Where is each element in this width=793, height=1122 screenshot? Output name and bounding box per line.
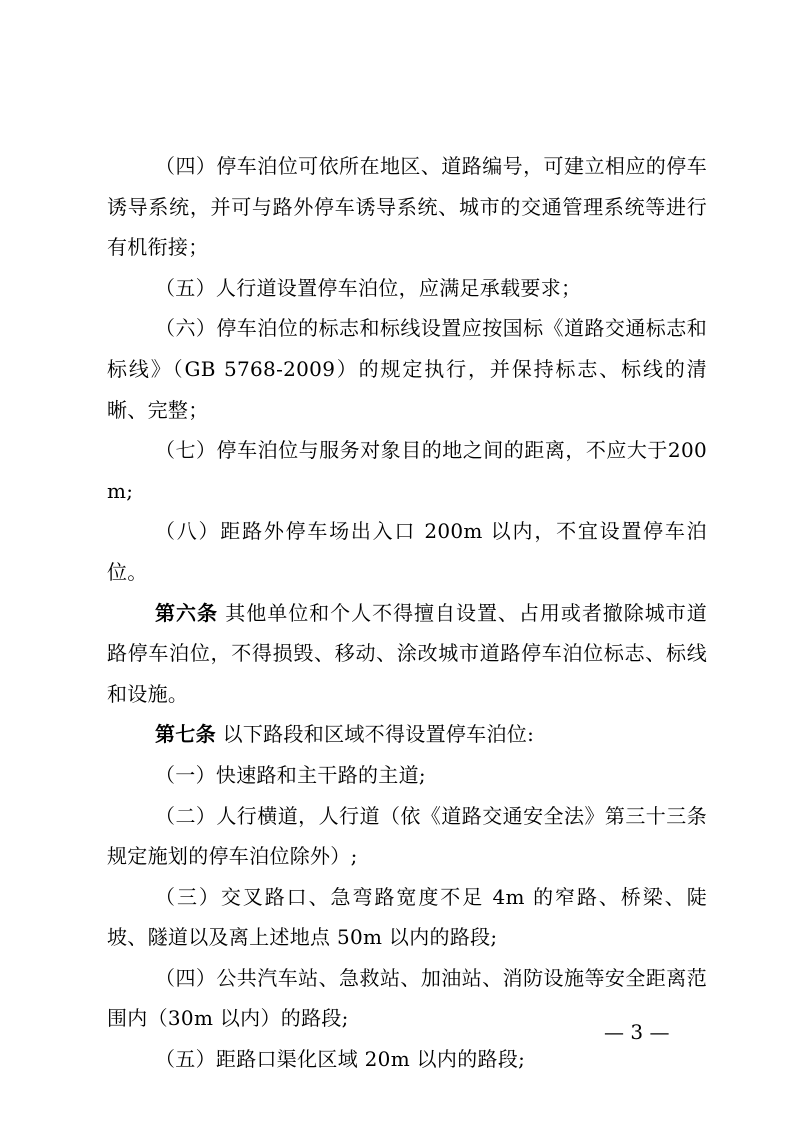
paragraph-text: （八）距路外停车场出入口 200m 以内，不宜设置停车泊位。: [107, 519, 707, 584]
page-number: — 3 —: [604, 1020, 670, 1044]
paragraph-text: 以下路段和区域不得设置停车泊位:: [215, 722, 535, 747]
paragraph-text: （六）停车泊位的标志和标线设置应按国标《道路交通标志和标线》（GB 5768-2009）的规定执行，并保持标志、标线的清晰、完整；: [107, 316, 707, 422]
paragraph: [107, 268, 707, 309]
paragraph: [107, 430, 707, 511]
paragraph-text: （二）人行横道，人行道（依《道路交通安全法》第三十三条规定施划的停车泊位除外）;: [107, 803, 707, 869]
paragraph-text: （五）人行道设置停车泊位，应满足承载要求；: [155, 275, 582, 300]
paragraph: [107, 146, 707, 268]
paragraph-text: （一）快速路和主干路的主道;: [155, 762, 426, 787]
paragraph-text: （五）距路口渠化区域 20m 以内的路段;: [155, 1047, 526, 1072]
paragraph: [107, 796, 707, 877]
paragraph-text: （四）停车泊位可依所在地区、道路编号，可建立相应的停车诱导系统，并可与路外停车诱导系统、城市的交通管理系统等进行有机衔接；: [107, 154, 707, 260]
paragraph: [107, 511, 707, 592]
article-heading: 第六条: [155, 600, 218, 625]
paragraph-text: （七）停车泊位与服务对象目的地之间的距离，不应大于200m;: [107, 438, 707, 503]
paragraph: [107, 308, 707, 430]
article-heading: 第七条: [155, 722, 216, 747]
paragraph: [107, 877, 707, 958]
paragraph-text: （四）公共汽车站、急救站、加油站、消防设施等安全距离范围内（30m 以内）的路段;: [107, 965, 707, 1031]
body-text: [107, 146, 707, 1080]
paragraph-text: 其他单位和个人不得擅自设置、占用或者撤除城市道路停车泊位，不得损毁、移动、涂改城市道路停车泊位标志、标线和设施。: [107, 600, 708, 706]
article-paragraph: [107, 714, 707, 755]
article-paragraph: [107, 593, 707, 715]
paragraph-text: （三）交叉路口、急弯路宽度不足 4m 的窄路、桥梁、陡坡、隧道以及离上述地点 50m 以内的路段;: [107, 884, 707, 950]
paragraph: [107, 755, 707, 796]
